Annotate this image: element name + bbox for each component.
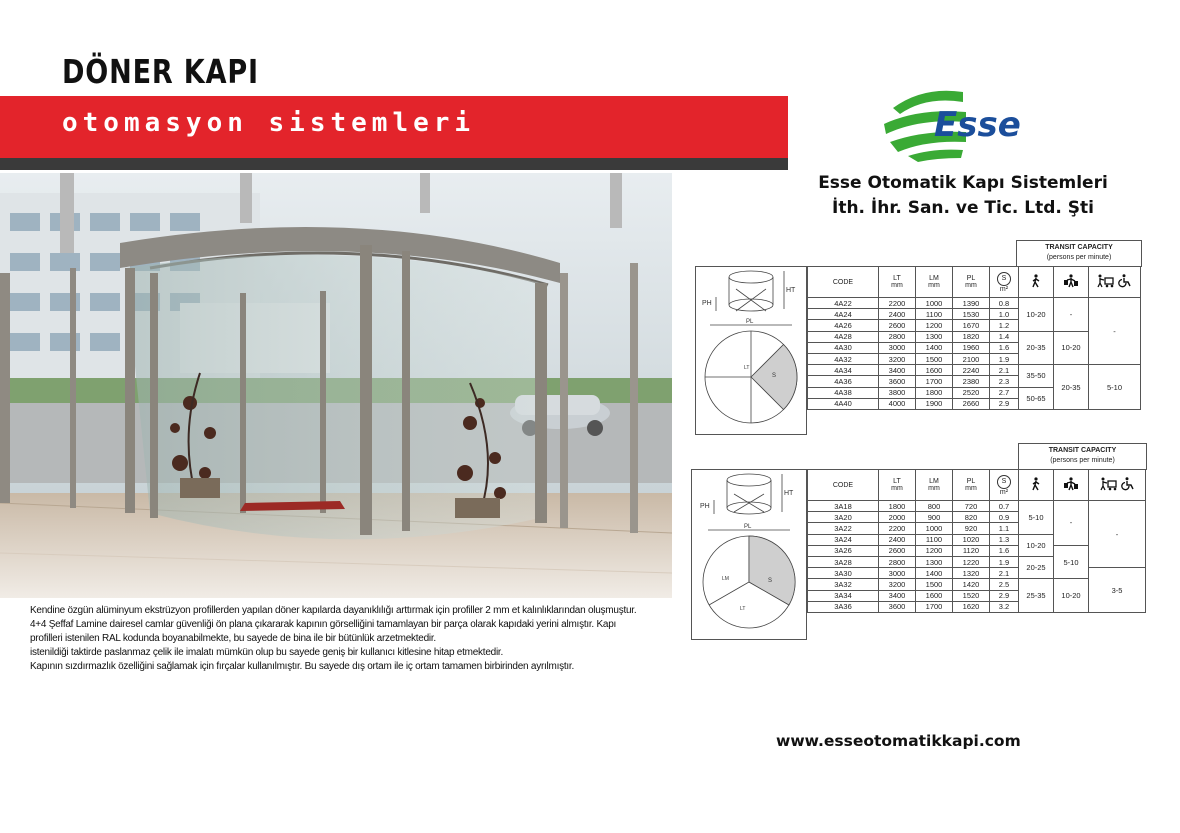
col-capacity-luggage bbox=[1054, 267, 1089, 298]
company-line-1: Esse Otomatik Kapı Sistemleri bbox=[818, 173, 1108, 193]
table-cell: 920 bbox=[953, 523, 990, 534]
table-cell: 3000 bbox=[879, 342, 916, 353]
table-cell: 1.6 bbox=[990, 342, 1019, 353]
spec-table-3-wing bbox=[807, 469, 1146, 613]
col-pl: PL mm bbox=[953, 267, 990, 298]
table-cell: 3A30 bbox=[808, 568, 879, 579]
table-cell: 1320 bbox=[953, 568, 990, 579]
table-cell: 1530 bbox=[953, 309, 990, 320]
table-cell: 1500 bbox=[916, 579, 953, 590]
table-cell: 1520 bbox=[953, 590, 990, 601]
table-cell: 4A38 bbox=[808, 387, 879, 398]
table-cell: 3A20 bbox=[808, 512, 879, 523]
table-cell: 2400 bbox=[879, 309, 916, 320]
table-cell: 3A36 bbox=[808, 601, 879, 612]
table-cell: 4A40 bbox=[808, 398, 879, 409]
description-line: 4+4 Şeffaf Lamine dairesel camlar güvenliği ön plana çıkararak kapının görselliğini tamamlayan bir parça olarak kapıdaki yerini almıştır. Kapı bbox=[30, 619, 617, 630]
table-cell: 3A24 bbox=[808, 534, 879, 545]
table-cell: 1820 bbox=[953, 331, 990, 342]
table-cell: 1.4 bbox=[990, 331, 1019, 342]
person-with-luggage-icon bbox=[1063, 486, 1079, 493]
table-cell: 2380 bbox=[953, 376, 990, 387]
table-cell: 1300 bbox=[916, 331, 953, 342]
table-cell: 1100 bbox=[916, 534, 953, 545]
revolving-door-photo bbox=[0, 173, 672, 598]
spec-table-4-wing bbox=[807, 266, 1141, 410]
svg-text:HT: HT bbox=[784, 490, 794, 497]
table-cell: 1600 bbox=[916, 590, 953, 601]
table-cell: 1400 bbox=[916, 568, 953, 579]
table-cell: 1.6 bbox=[990, 545, 1019, 556]
table-cell: 1.0 bbox=[990, 309, 1019, 320]
table-cell: 2660 bbox=[953, 398, 990, 409]
table-cell: 3400 bbox=[879, 590, 916, 601]
svg-text:LT: LT bbox=[744, 365, 750, 371]
capacity-cell: 10-20 bbox=[1019, 534, 1054, 556]
table-cell: 4A24 bbox=[808, 309, 879, 320]
table-cell: 2520 bbox=[953, 387, 990, 398]
table-cell: 1500 bbox=[916, 353, 953, 364]
table-cell: 2600 bbox=[879, 320, 916, 331]
col-lt: LT mm bbox=[879, 267, 916, 298]
table-cell: 2240 bbox=[953, 365, 990, 376]
wheelchair-icon bbox=[1118, 283, 1132, 290]
col-capacity-walking bbox=[1019, 267, 1054, 298]
table-cell: 2800 bbox=[879, 331, 916, 342]
table-cell: 1620 bbox=[953, 601, 990, 612]
spec-block-4-wing bbox=[695, 240, 1141, 434]
col-code: CODE bbox=[808, 470, 879, 501]
table-cell: 3A28 bbox=[808, 556, 879, 567]
product-description bbox=[30, 604, 690, 674]
table-row bbox=[808, 365, 1141, 376]
col-pl: PL mm bbox=[953, 470, 990, 501]
table-cell: 1000 bbox=[916, 298, 953, 309]
trolley-icon bbox=[1097, 283, 1115, 290]
page-subtitle: otomasyon sistemleri bbox=[62, 108, 476, 138]
transit-capacity-header: TRANSIT CAPACITY (persons per minute) bbox=[1018, 443, 1147, 470]
capacity-cell: 20-25 bbox=[1019, 556, 1054, 578]
table-cell: 2.1 bbox=[990, 365, 1019, 376]
svg-text:S: S bbox=[768, 578, 773, 584]
table-cell: 4000 bbox=[879, 398, 916, 409]
col-capacity-walking bbox=[1019, 470, 1054, 501]
table-cell: 0.9 bbox=[990, 512, 1019, 523]
table-cell: 3200 bbox=[879, 353, 916, 364]
svg-text:S: S bbox=[772, 373, 777, 379]
capacity-cell: 25-35 bbox=[1019, 579, 1054, 613]
company-name bbox=[790, 171, 1136, 221]
col-lm: LM mm bbox=[916, 470, 953, 501]
table-cell: 1390 bbox=[953, 298, 990, 309]
door-drawing-4-wing bbox=[695, 266, 807, 435]
table-cell: 1.9 bbox=[990, 353, 1019, 364]
col-capacity-trolley-wheelchair bbox=[1089, 470, 1146, 501]
spec-block-3-wing bbox=[691, 443, 1146, 639]
table-cell: 2100 bbox=[953, 353, 990, 364]
table-cell: 3A26 bbox=[808, 545, 879, 556]
table-cell: 1120 bbox=[953, 545, 990, 556]
table-cell: 1220 bbox=[953, 556, 990, 567]
table-cell: 2400 bbox=[879, 534, 916, 545]
trolley-icon bbox=[1100, 486, 1118, 493]
table-cell: 3600 bbox=[879, 601, 916, 612]
table-cell: 0.7 bbox=[990, 501, 1019, 512]
svg-text:LM: LM bbox=[722, 576, 729, 582]
svg-text:HT: HT bbox=[786, 287, 796, 294]
logo-text: Esse bbox=[934, 105, 1021, 145]
svg-text:PH: PH bbox=[702, 300, 712, 307]
description-line: Kendine özgün alüminyum ekstrüzyon profillerden yapılan döner kapılarda dayanıklılığı arttırmak için profiller 2 mm et kalınlıklarından oluşmuştur. bbox=[30, 605, 637, 616]
table-cell: 1700 bbox=[916, 376, 953, 387]
transit-capacity-header: TRANSIT CAPACITY (persons per minute) bbox=[1016, 240, 1142, 267]
capacity-cell: - bbox=[1089, 298, 1141, 365]
table-cell: 2.7 bbox=[990, 387, 1019, 398]
table-cell: 4A32 bbox=[808, 353, 879, 364]
table-cell: 800 bbox=[916, 501, 953, 512]
table-cell: 3A22 bbox=[808, 523, 879, 534]
capacity-cell: 20-35 bbox=[1019, 331, 1054, 365]
svg-text:LT: LT bbox=[740, 606, 746, 612]
table-cell: 1100 bbox=[916, 309, 953, 320]
table-cell: 1400 bbox=[916, 342, 953, 353]
table-cell: 2.9 bbox=[990, 590, 1019, 601]
table-cell: 4A26 bbox=[808, 320, 879, 331]
banner-shadow bbox=[0, 158, 788, 170]
description-line: profilleri istenilen RAL kodunda boyanabilmekte, bu sayede de bina ile bir bütünlük arzetmektedir. bbox=[30, 633, 436, 644]
table-row bbox=[808, 568, 1146, 579]
table-cell: 1670 bbox=[953, 320, 990, 331]
person-walking-icon bbox=[1029, 486, 1043, 493]
table-cell: 2.3 bbox=[990, 376, 1019, 387]
table-cell: 1200 bbox=[916, 320, 953, 331]
table-cell: 2200 bbox=[879, 523, 916, 534]
wheelchair-icon bbox=[1121, 486, 1135, 493]
table-cell: 1900 bbox=[916, 398, 953, 409]
col-lt: LT mm bbox=[879, 470, 916, 501]
table-cell: 1420 bbox=[953, 579, 990, 590]
table-cell: 1000 bbox=[916, 523, 953, 534]
table-cell: 4A28 bbox=[808, 331, 879, 342]
table-row bbox=[808, 298, 1141, 309]
table-cell: 2800 bbox=[879, 556, 916, 567]
table-cell: 3A18 bbox=[808, 501, 879, 512]
table-cell: 1200 bbox=[916, 545, 953, 556]
capacity-cell: 10-20 bbox=[1054, 579, 1089, 613]
capacity-cell: 50-65 bbox=[1019, 387, 1054, 409]
table-cell: 3.2 bbox=[990, 601, 1019, 612]
table-cell: 0.8 bbox=[990, 298, 1019, 309]
capacity-cell: 5-10 bbox=[1054, 545, 1089, 579]
area-s-icon: S bbox=[997, 475, 1011, 489]
table-cell: 2000 bbox=[879, 512, 916, 523]
table-cell: 900 bbox=[916, 512, 953, 523]
table-cell: 2.5 bbox=[990, 579, 1019, 590]
table-cell: 1800 bbox=[916, 387, 953, 398]
table-cell: 1800 bbox=[879, 501, 916, 512]
table-cell: 4A30 bbox=[808, 342, 879, 353]
capacity-cell: - bbox=[1054, 501, 1089, 546]
table-cell: 3800 bbox=[879, 387, 916, 398]
table-cell: 1.2 bbox=[990, 320, 1019, 331]
capacity-cell: - bbox=[1054, 298, 1089, 332]
table-cell: 2200 bbox=[879, 298, 916, 309]
description-line: istenildiği taktirde paslanmaz çelik ile imalatı mümkün olup bu sayede geniş bir kullanıcı kitlesine hitap etmektedir. bbox=[30, 647, 503, 658]
table-cell: 1020 bbox=[953, 534, 990, 545]
table-cell: 1300 bbox=[916, 556, 953, 567]
website-url: www.esseotomatikkapi.com bbox=[776, 732, 1021, 750]
table-cell: 820 bbox=[953, 512, 990, 523]
svg-text:PH: PH bbox=[700, 503, 710, 510]
door-drawing-3-wing bbox=[691, 469, 807, 640]
table-cell: 3600 bbox=[879, 376, 916, 387]
table-cell: 1960 bbox=[953, 342, 990, 353]
capacity-cell: 3-5 bbox=[1089, 568, 1146, 613]
col-code: CODE bbox=[808, 267, 879, 298]
table-cell: 4A22 bbox=[808, 298, 879, 309]
table-cell: 2.9 bbox=[990, 398, 1019, 409]
capacity-cell: 5-10 bbox=[1019, 501, 1054, 535]
capacity-cell: 5-10 bbox=[1089, 365, 1141, 410]
esse-logo bbox=[878, 80, 1053, 164]
col-capacity-trolley-wheelchair bbox=[1089, 267, 1141, 298]
capacity-cell: 10-20 bbox=[1019, 298, 1054, 332]
table-cell: 2600 bbox=[879, 545, 916, 556]
table-cell: 720 bbox=[953, 501, 990, 512]
table-cell: 4A34 bbox=[808, 365, 879, 376]
table-cell: 3000 bbox=[879, 568, 916, 579]
table-header-row bbox=[808, 267, 1141, 298]
company-line-2: İth. İhr. San. ve Tic. Ltd. Şti bbox=[832, 198, 1094, 218]
table-cell: 4A36 bbox=[808, 376, 879, 387]
table-cell: 3A34 bbox=[808, 590, 879, 601]
table-cell: 1.9 bbox=[990, 556, 1019, 567]
svg-text:PL: PL bbox=[744, 524, 752, 530]
table-cell: 1600 bbox=[916, 365, 953, 376]
person-with-luggage-icon bbox=[1063, 283, 1079, 290]
table-cell: 2.1 bbox=[990, 568, 1019, 579]
person-walking-icon bbox=[1029, 283, 1043, 290]
col-area: S m² bbox=[990, 267, 1019, 298]
table-cell: 1.3 bbox=[990, 534, 1019, 545]
capacity-cell: 35-50 bbox=[1019, 365, 1054, 387]
area-s-icon: S bbox=[997, 272, 1011, 286]
capacity-cell: - bbox=[1089, 501, 1146, 568]
table-header-row bbox=[808, 470, 1146, 501]
table-cell: 3200 bbox=[879, 579, 916, 590]
svg-text:PL: PL bbox=[746, 319, 754, 325]
col-lm: LM mm bbox=[916, 267, 953, 298]
capacity-cell: 20-35 bbox=[1054, 365, 1089, 410]
table-cell: 1.1 bbox=[990, 523, 1019, 534]
table-cell: 3A32 bbox=[808, 579, 879, 590]
capacity-cell: 10-20 bbox=[1054, 331, 1089, 365]
page-title: DÖNER KAPI bbox=[62, 52, 259, 91]
description-line: Kapının sızdırmazlık özelliğini sağlamak için fırçalar kullanılmıştır. Bu sayede dış ortam ile iç ortam tamamen birbirinden ayrılmıştır. bbox=[30, 661, 574, 672]
table-row bbox=[808, 501, 1146, 512]
table-cell: 3400 bbox=[879, 365, 916, 376]
col-capacity-luggage bbox=[1054, 470, 1089, 501]
table-cell: 1700 bbox=[916, 601, 953, 612]
col-area: S m² bbox=[990, 470, 1019, 501]
